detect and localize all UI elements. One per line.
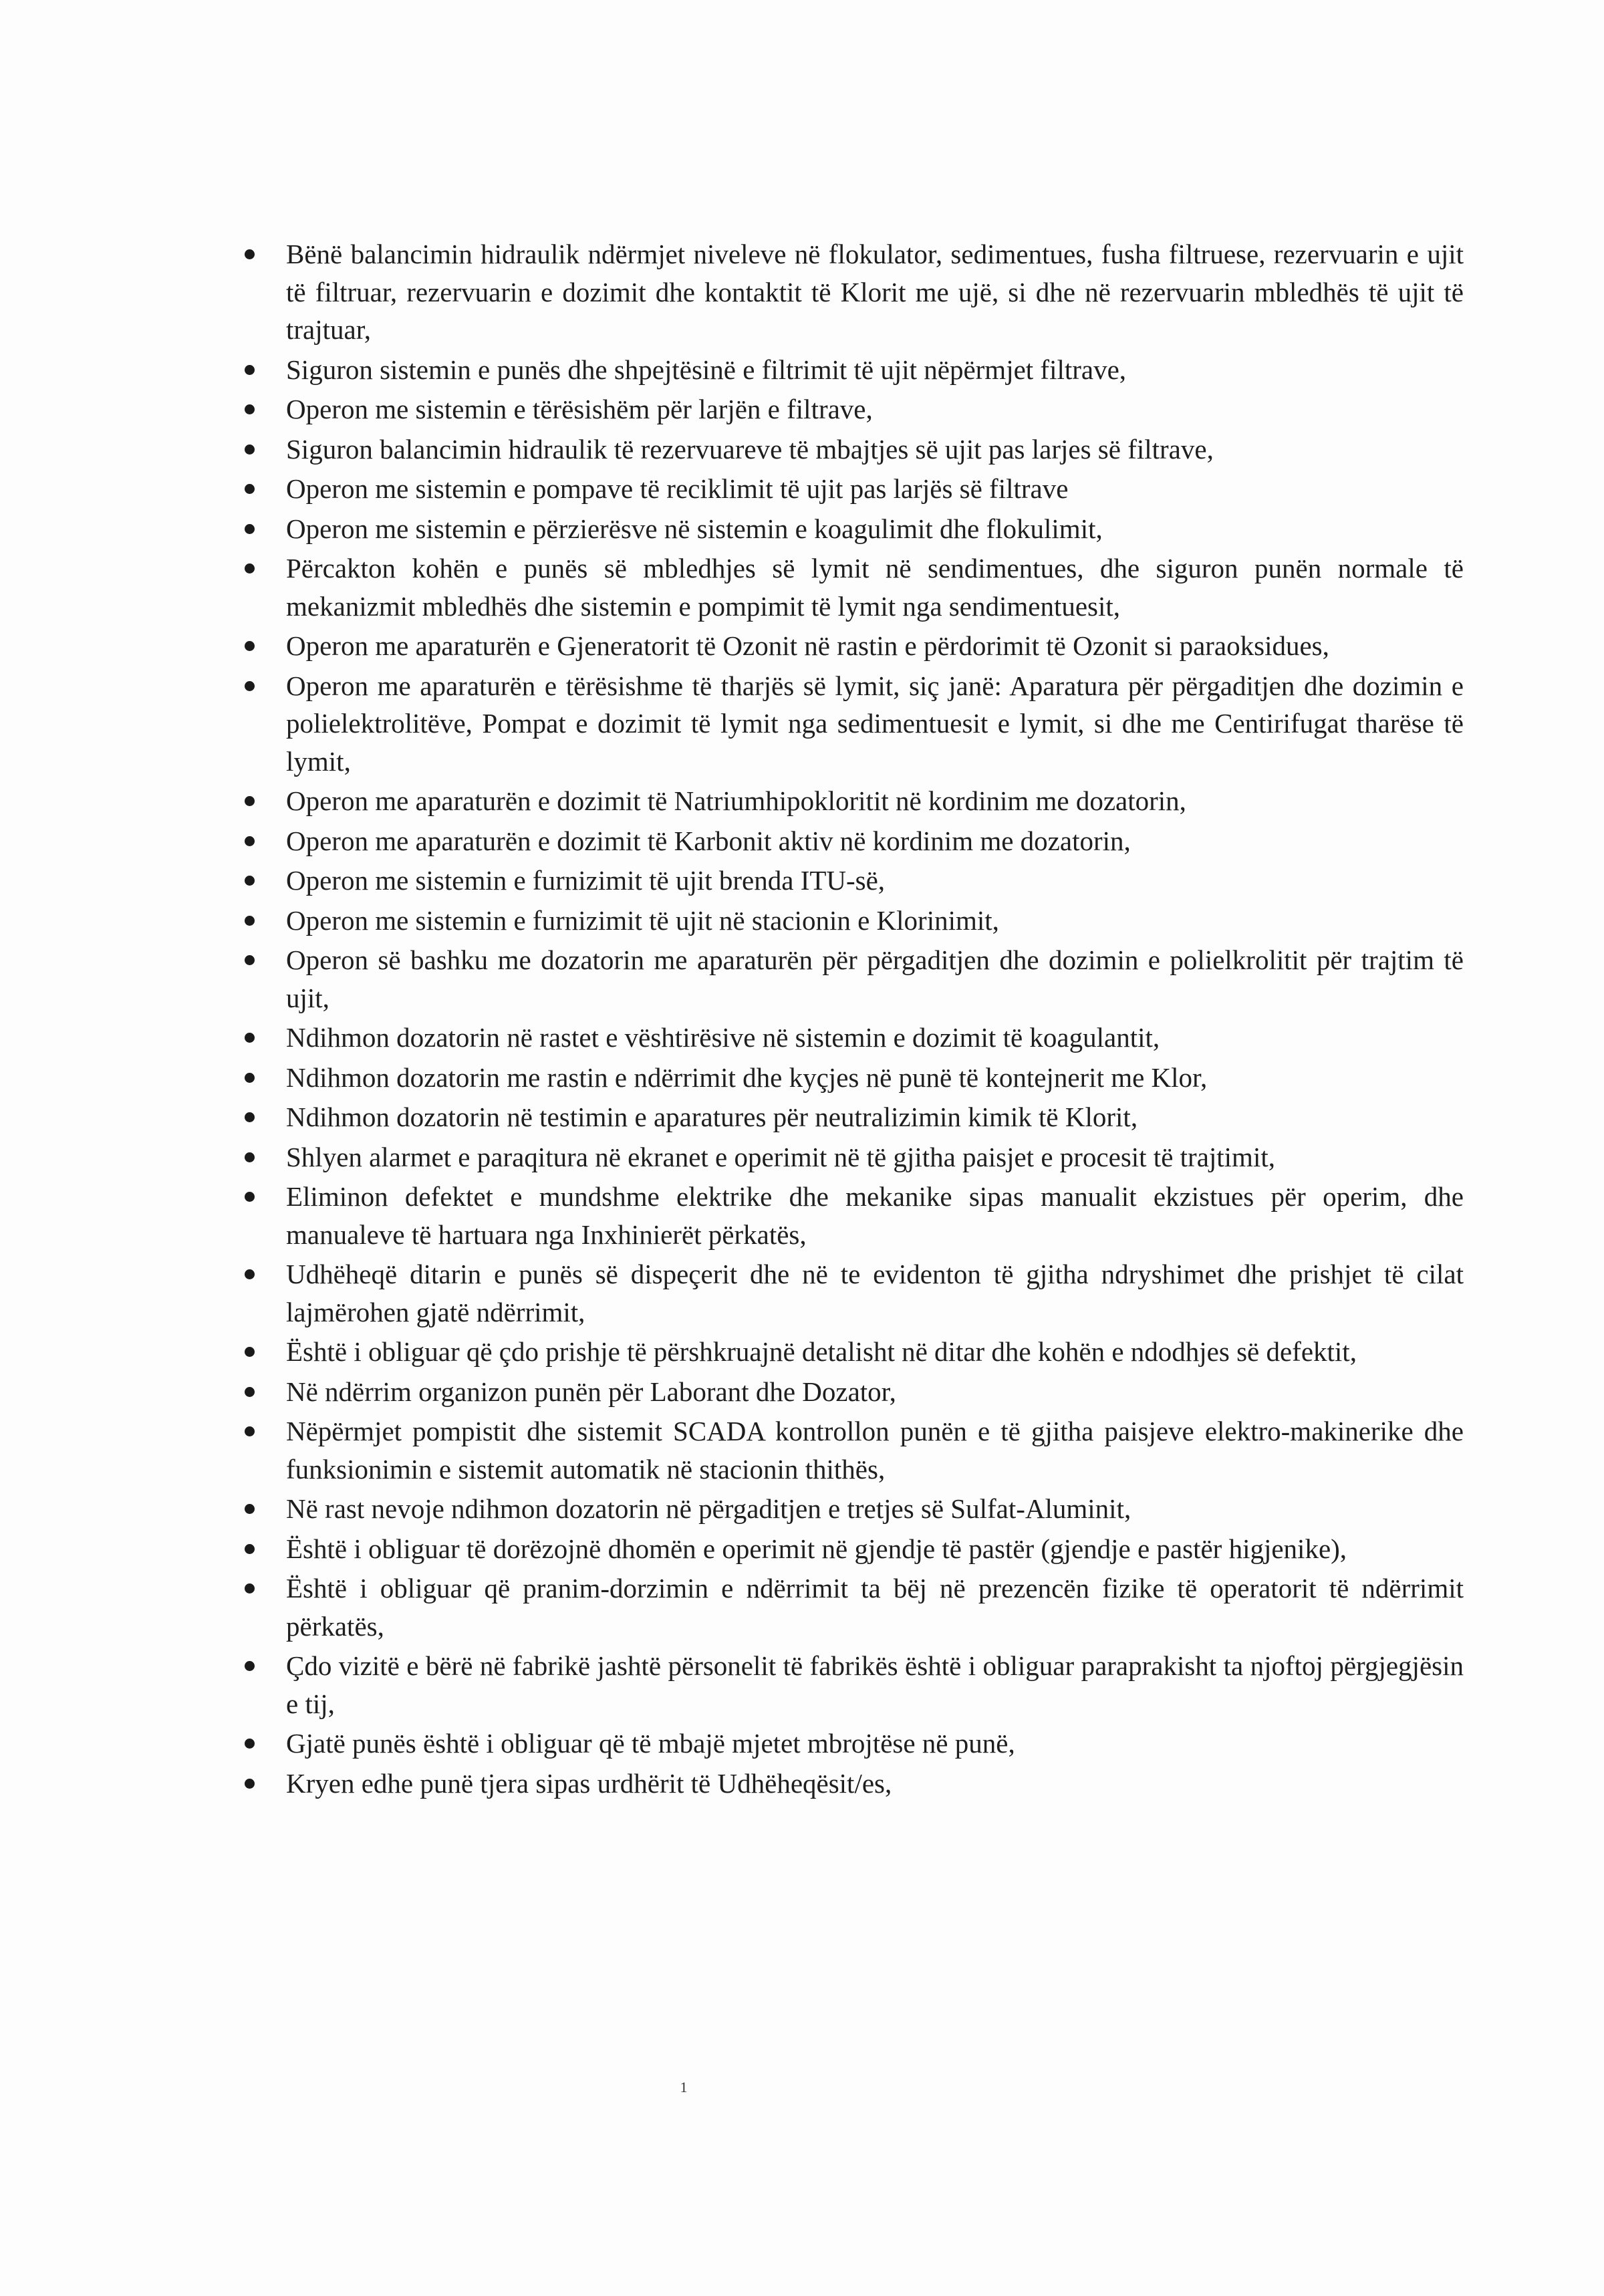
- list-item-text: Operon me aparaturën e tërësishme të tharjës së lymit, siç janë: Aparatura për përgaditjen dhe dozimin e polielektrolitëve, Pompat e dozimit të lymit nga sedimentuesit e lymit, si dhe me Centirifugat tharëse të lymit,: [286, 670, 1464, 777]
- bullet-icon: [245, 836, 255, 846]
- bullet-icon: [245, 404, 255, 414]
- list-item-text: Përcakton kohën e punës së mbledhjes së lymit në sendimentues, dhe siguron punën normale të mekanizmit mbledhës dhe sistemin e pompimit të lymit nga sendimentuesit,: [286, 553, 1464, 622]
- list-item: [241, 822, 1464, 860]
- list-item-text: Operon me sistemin e tërësishëm për larjën e filtrave,: [286, 394, 873, 424]
- list-item-text: Kryen edhe punë tjera sipas urdhërit të Udhëheqësit/es,: [286, 1767, 892, 1799]
- list-item-text: Operon me aparaturën e Gjeneratorit të Ozonit në rastin e përdorimit të Ozonit si paraoksidues,: [286, 630, 1329, 661]
- list-item: [241, 862, 1464, 900]
- bullet-icon: [245, 1583, 255, 1593]
- list-item: [241, 1647, 1464, 1723]
- list-item-text: Operon së bashku me dozatorin me aparaturën për përgaditjen dhe dozimin e polielkrolitit për trajtim të ujit,: [286, 944, 1464, 1013]
- list-item: [241, 1178, 1464, 1253]
- list-item: [241, 1373, 1464, 1411]
- list-item: [241, 470, 1464, 508]
- list-item: [241, 1490, 1464, 1528]
- list-item: [241, 1255, 1464, 1331]
- list-item: [241, 235, 1464, 349]
- list-item-text: Operon me aparaturën e dozimit të Karbonit aktiv në kordinim me dozatorin,: [286, 825, 1131, 856]
- list-item-text: Është i obliguar që pranim-dorzimin e ndërrimit ta bëj në prezencën fizike të operatorit të ndërrimit përkatës,: [286, 1573, 1464, 1642]
- list-item: [241, 1412, 1464, 1488]
- list-item-text: Operon me sistemin e furnizimit të ujit brenda ITU-së,: [286, 865, 886, 896]
- bullet-icon: [245, 916, 255, 926]
- bullet-icon: [245, 955, 255, 965]
- list-item-text: Është i obliguar që çdo prishje të përshkruajnë detalisht në ditar dhe kohën e ndodhjes së defektit,: [286, 1336, 1357, 1367]
- list-item: [241, 549, 1464, 625]
- bullet-icon: [245, 484, 255, 494]
- bullet-icon: [245, 444, 255, 455]
- bullet-icon: [245, 1033, 255, 1043]
- bullet-icon: [245, 365, 255, 375]
- duties-list: [241, 235, 1464, 1804]
- list-item-text: Ndihmon dozatorin me rastin e ndërrimit dhe kyçjes në punë të kontejnerit me Klor,: [286, 1061, 1208, 1093]
- list-item: [241, 782, 1464, 820]
- bullet-icon: [245, 249, 255, 259]
- list-item: [241, 351, 1464, 389]
- list-item: [241, 1569, 1464, 1645]
- list-item: [241, 430, 1464, 469]
- bullet-icon: [245, 1387, 255, 1397]
- page-number: 1: [680, 2079, 688, 2095]
- bullet-icon: [245, 1779, 255, 1789]
- list-item-text: Siguron sistemin e punës dhe shpejtësinë e filtrimit të ujit nëpërmjet filtrave,: [286, 354, 1127, 385]
- bullet-icon: [245, 1347, 255, 1357]
- list-item: [241, 1765, 1464, 1803]
- list-item: [241, 1059, 1464, 1097]
- bullet-icon: [245, 563, 255, 573]
- list-item-text: Operon me sistemin e furnizimit të ujit në stacionin e Klorinimit,: [286, 904, 999, 936]
- bullet-icon: [245, 524, 255, 534]
- list-item: [241, 1019, 1464, 1057]
- bullet-icon: [245, 876, 255, 886]
- list-item-text: Është i obliguar të dorëzojnë dhomën e operimit në gjendje të pastër (gjendje e pastër higjenike),: [286, 1533, 1347, 1564]
- bullet-icon: [245, 1152, 255, 1162]
- bullet-icon: [245, 681, 255, 691]
- list-item-text: Ndihmon dozatorin në rastet e vështirësive në sistemin e dozimit të koagulantit,: [286, 1022, 1160, 1053]
- list-item-text: Në ndërrim organizon punën për Laborant dhe Dozator,: [286, 1376, 896, 1407]
- list-item-text: Çdo vizitë e bërë në fabrikë jashtë përsonelit të fabrikës është i obliguar paraprakisht ta njoftoj përgjegjësin e tij,: [286, 1650, 1464, 1719]
- list-item-text: Operon me aparaturën e dozimit të Natriumhipokloritit në kordinim me dozatorin,: [286, 785, 1186, 816]
- bullet-icon: [245, 1661, 255, 1671]
- list-item: [241, 390, 1464, 428]
- list-item: [241, 1333, 1464, 1371]
- list-item: [241, 902, 1464, 940]
- bullet-icon: [245, 1504, 255, 1514]
- bullet-icon: [245, 1192, 255, 1202]
- list-item-text: Nëpërmjet pompistit dhe sistemit SCADA kontrollon punën e të gjitha paisjeve elektro-makinerike dhe funksionimin e sistemit automatik në stacionin thithës,: [286, 1416, 1464, 1485]
- list-item-text: Eliminon defektet e mundshme elektrike dhe mekanike sipas manualit ekzistues për operim, dhe manualeve të hartuara nga Inxhinierët përkatës,: [286, 1181, 1464, 1250]
- bullet-icon: [245, 796, 255, 806]
- bullet-icon: [245, 1073, 255, 1083]
- list-item: [241, 941, 1464, 1017]
- list-item: [241, 1725, 1464, 1763]
- list-item: [241, 510, 1464, 548]
- list-item-text: Operon me sistemin e përzierësve në sistemin e koagulimit dhe flokulimit,: [286, 513, 1103, 544]
- bullet-icon: [245, 1544, 255, 1554]
- list-item: [241, 1530, 1464, 1568]
- bullet-icon: [245, 1269, 255, 1279]
- list-item: [241, 1098, 1464, 1136]
- bullet-icon: [245, 1112, 255, 1122]
- list-item-text: Në rast nevoje ndihmon dozatorin në përgaditjen e tretjes së Sulfat-Aluminit,: [286, 1493, 1131, 1524]
- bullet-icon: [245, 1739, 255, 1749]
- list-item-text: Siguron balancimin hidraulik të rezervuareve të mbajtjes së ujit pas larjes së filtrave,: [286, 433, 1214, 465]
- list-item-text: Bënë balancimin hidraulik ndërmjet niveleve në flokulator, sedimentues, fusha filtruese, rezervuarin e ujit të filtruar, rezervuarin e dozimit dhe kontaktit të Klorit me ujë, si dhe në rezervuarin mbledhës të ujit të trajtuar,: [286, 239, 1464, 345]
- list-item: [241, 1138, 1464, 1176]
- list-item: [241, 667, 1464, 781]
- bullet-icon: [245, 1426, 255, 1436]
- list-item-text: Gjatë punës është i obliguar që të mbajë mjetet mbrojtëse në punë,: [286, 1728, 1015, 1759]
- list-item-text: Shlyen alarmet e paraqitura në ekranet e operimit në të gjitha paisjet e procesit të trajtimit,: [286, 1141, 1275, 1172]
- list-item-text: Ndihmon dozatorin në testimin e aparatures për neutralizimin kimik të Klorit,: [286, 1102, 1138, 1132]
- bullet-icon: [245, 641, 255, 651]
- list-item: [241, 627, 1464, 665]
- list-item-text: Operon me sistemin e pompave të reciklimit të ujit pas larjës së filtrave: [286, 473, 1069, 504]
- list-item-text: Udhëheqë ditarin e punës së dispeçerit dhe në te evidenton të gjitha ndryshimet dhe prishjet të cilat lajmërohen gjatë ndërrimit,: [286, 1259, 1464, 1327]
